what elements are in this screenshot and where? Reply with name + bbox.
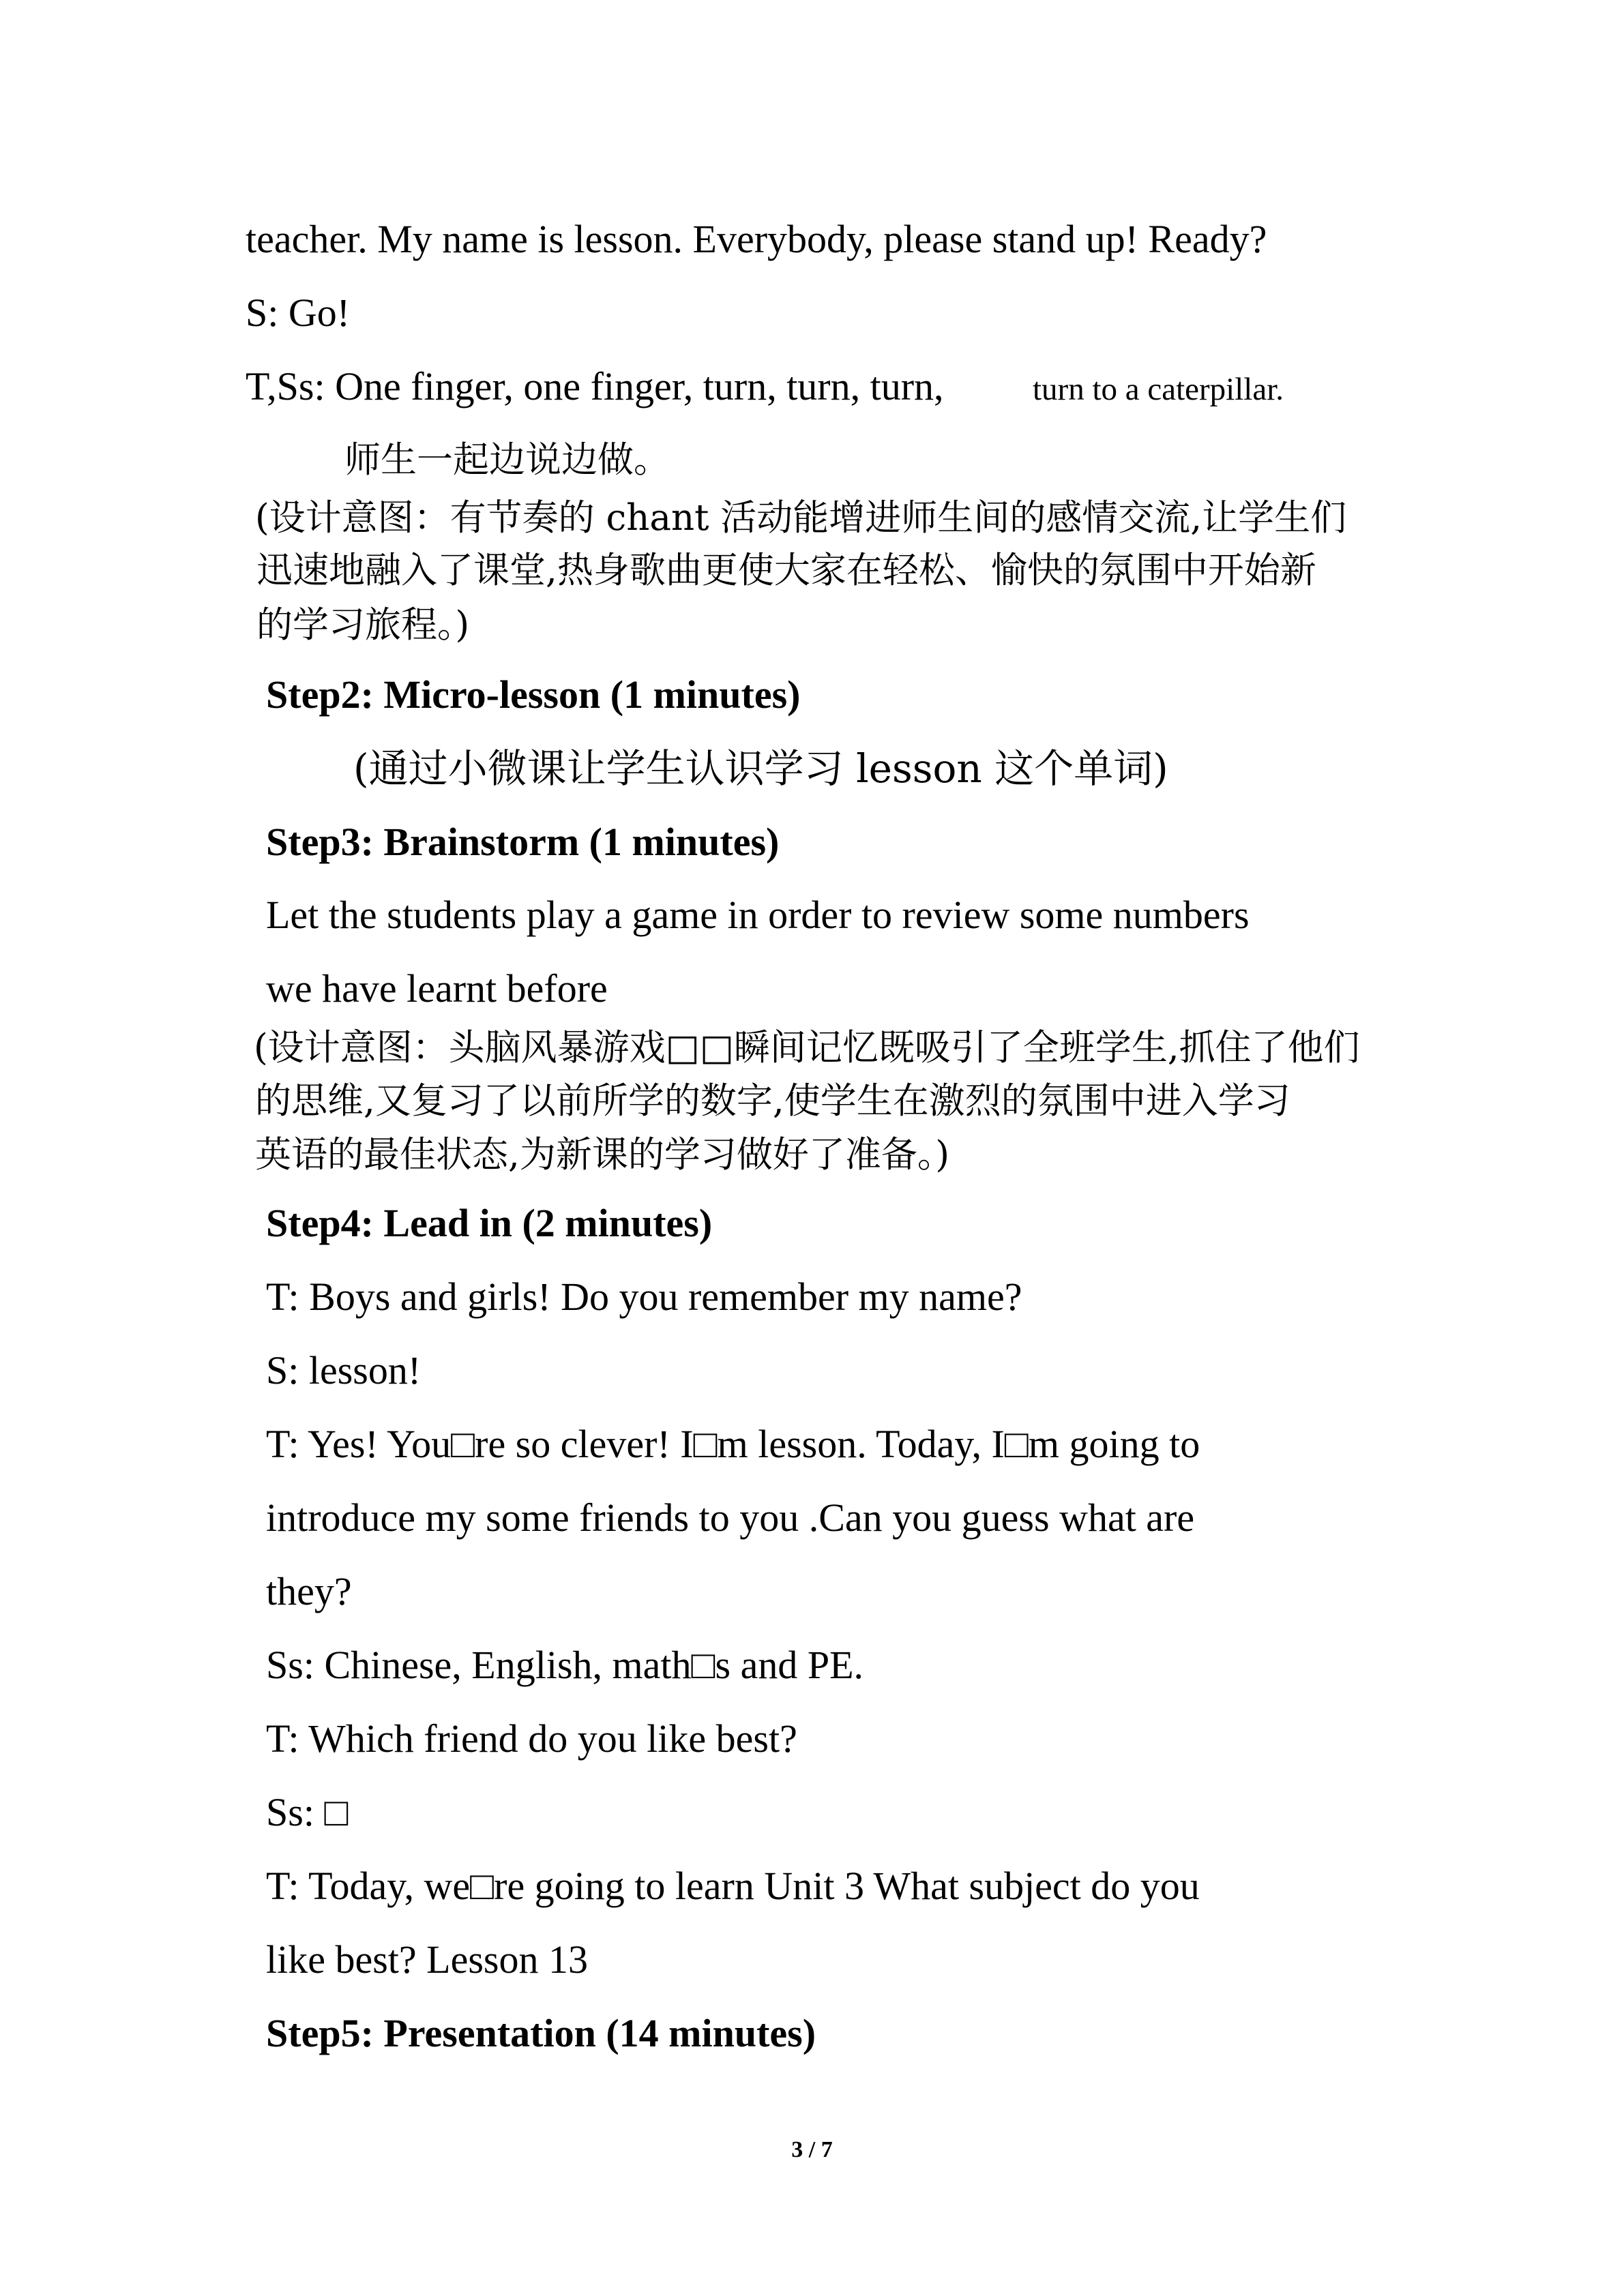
text-line: Ss: Chinese, English, math□s and PE.: [266, 1643, 864, 1687]
design-note-line: 迅速地融入了课堂,热身歌曲更使大家在轻松、愉快的氛围中开始新: [256, 550, 1316, 591]
text-line: we have learnt before: [266, 966, 608, 1011]
text-line: 师生一起边说边做。: [344, 439, 670, 481]
step-heading: Step2: Micro-lesson (1 minutes): [266, 672, 801, 717]
text-line: T: Which friend do you like best?: [266, 1716, 797, 1761]
text-line: T: Yes! You□re so clever! I□m lesson. Today, I□m going to: [266, 1422, 1200, 1466]
text-line: Let the students play a game in order to review some numbers: [266, 893, 1250, 937]
text-line: Ss: □: [266, 1790, 349, 1834]
text-line: T: Boys and girls! Do you remember my name?: [266, 1274, 1022, 1319]
step-heading: Step3: Brainstorm (1 minutes): [266, 820, 780, 864]
text-line: T: Today, we□re going to learn Unit 3 What subject do you: [266, 1864, 1200, 1908]
step-heading: Step5: Presentation (14 minutes): [266, 2011, 816, 2055]
text-line: turn to a caterpillar.: [1033, 372, 1284, 407]
text-line: they?: [266, 1569, 352, 1613]
design-note-line: 的学习旅程。): [256, 604, 470, 646]
page-number: 3 / 7: [791, 2137, 833, 2162]
design-note-line: 的思维,又复习了以前所学的数字,使学生在激烈的氛围中进入学习: [255, 1080, 1290, 1122]
design-note-line: (设计意图：有节奏的 chant 活动能增进师生间的感情交流,让学生们: [255, 497, 1347, 539]
text-line: T,Ss: One finger, one finger, turn, turn, turn,: [246, 364, 944, 408]
text-line: teacher. My name is lesson. Everybody, please stand up! Ready?: [246, 217, 1267, 261]
design-note-line: (设计意图：头脑风暴游戏□□瞬间记忆既吸引了全班学生,抓住了他们: [254, 1027, 1360, 1069]
text-line: (通过小微课让学生认识学习 lesson 这个单词): [353, 745, 1168, 792]
text-line: like best? Lesson 13: [266, 1937, 588, 1982]
text-line: S: lesson!: [266, 1348, 422, 1392]
text-line: introduce my some friends to you .Can you guess what are: [266, 1495, 1195, 1540]
design-note-line: 英语的最佳状态,为新课的学习做好了准备。): [255, 1134, 950, 1176]
text-line: S: Go!: [246, 290, 351, 335]
step-heading: Step4: Lead in (2 minutes): [266, 1201, 713, 1245]
